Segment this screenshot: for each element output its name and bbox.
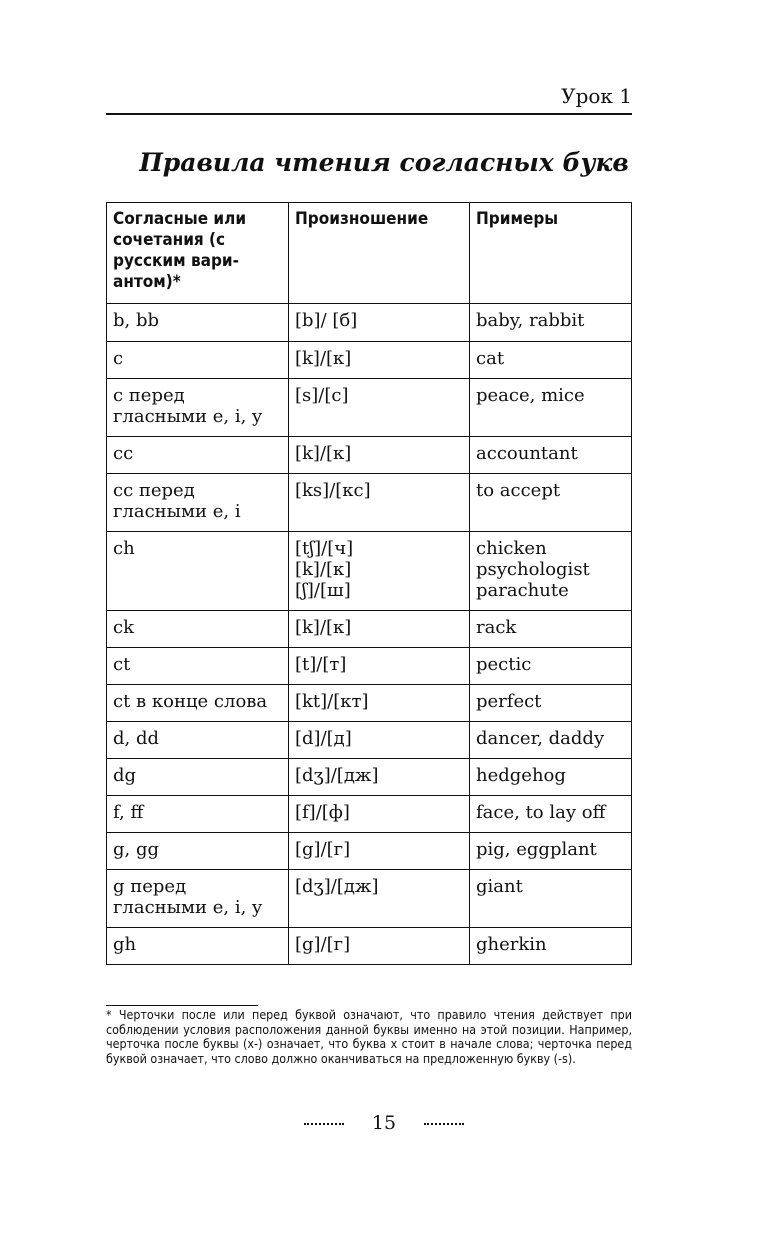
right-dots <box>424 1123 464 1125</box>
pronunciation-cell <box>289 685 470 722</box>
pronunciation-line: [dʒ]/[дж] <box>295 765 379 786</box>
pronunciation-line: [g]/[г] <box>295 934 351 955</box>
pronunciation-line: [g]/[г] <box>295 839 351 860</box>
pronunciation-cell <box>289 304 470 342</box>
example-line: accountant <box>476 443 578 464</box>
pronunciation-cell <box>289 796 470 833</box>
column-header-pronunciation: Произношение <box>289 203 470 304</box>
consonant-rules-table <box>106 202 632 965</box>
examples-cell <box>470 685 632 722</box>
table-row <box>107 304 632 342</box>
example-line: baby, rabbit <box>476 310 585 331</box>
examples-cell <box>470 870 632 928</box>
pronunciation-cell <box>289 870 470 928</box>
table-row <box>107 833 632 870</box>
table-row <box>107 342 632 379</box>
examples-cell <box>470 437 632 474</box>
pronunciation-cell <box>289 928 470 965</box>
letters-cell: gh <box>107 928 289 965</box>
pronunciation-line: [kt]/[кт] <box>295 691 369 712</box>
letters-cell: g перед гласными e, i, y <box>107 870 289 928</box>
example-line: dancer, daddy <box>476 728 605 749</box>
left-dots <box>304 1123 344 1125</box>
pronunciation-cell <box>289 342 470 379</box>
examples-cell <box>470 532 632 611</box>
footnote-rule <box>106 1005 258 1006</box>
examples-cell <box>470 342 632 379</box>
column-header-examples: Примеры <box>470 203 632 304</box>
example-line: rack <box>476 617 517 638</box>
example-line: cat <box>476 348 505 369</box>
example-line: giant <box>476 876 523 897</box>
letters-cell: c <box>107 342 289 379</box>
table-row <box>107 759 632 796</box>
table-row <box>107 611 632 648</box>
pronunciation-cell <box>289 379 470 437</box>
example-line: perfect <box>476 691 542 712</box>
pronunciation-cell <box>289 437 470 474</box>
pronunciation-line: [ʃ]/[ш] <box>295 580 351 601</box>
examples-cell <box>470 304 632 342</box>
table-row <box>107 722 632 759</box>
table-row <box>107 796 632 833</box>
column-header-letters: Согласные или сочетания (с русским вари-антом)* <box>107 203 289 304</box>
pronunciation-line: [t]/[т] <box>295 654 347 675</box>
letters-cell: g, gg <box>107 833 289 870</box>
pronunciation-cell <box>289 722 470 759</box>
pronunciation-line: [k]/[к] <box>295 348 352 369</box>
example-line: gherkin <box>476 934 547 955</box>
example-line: pig, eggplant <box>476 839 597 860</box>
pronunciation-cell <box>289 474 470 532</box>
pronunciation-cell <box>289 759 470 796</box>
examples-cell <box>470 611 632 648</box>
pronunciation-cell <box>289 611 470 648</box>
pronunciation-line: [ks]/[кс] <box>295 480 371 501</box>
example-line: face, to lay off <box>476 802 606 823</box>
pronunciation-line: [k]/[к] <box>295 443 352 464</box>
letters-cell: ch <box>107 532 289 611</box>
letters-cell: ct в конце слова <box>107 685 289 722</box>
table-row <box>107 474 632 532</box>
examples-cell <box>470 722 632 759</box>
table-row <box>107 437 632 474</box>
letters-cell: ct <box>107 648 289 685</box>
pronunciation-cell <box>289 532 470 611</box>
letters-cell: b, bb <box>107 304 289 342</box>
example-line: to accept <box>476 480 561 501</box>
page-number: 15 <box>371 1112 397 1134</box>
examples-cell <box>470 759 632 796</box>
page-title: Правила чтения согласных букв <box>139 148 629 177</box>
examples-cell <box>470 928 632 965</box>
pronunciation-line: [b]/ [б] <box>295 310 358 331</box>
letters-cell: cc <box>107 437 289 474</box>
table-row <box>107 379 632 437</box>
pronunciation-line: [k]/[к] <box>295 617 352 638</box>
letters-cell: d, dd <box>107 722 289 759</box>
table-row <box>107 532 632 611</box>
table-row <box>107 870 632 928</box>
letters-cell: c перед гласными e, i, y <box>107 379 289 437</box>
example-line: hedgehog <box>476 765 566 786</box>
letters-cell: cc перед гласными e, i <box>107 474 289 532</box>
example-line: pectic <box>476 654 532 675</box>
examples-cell <box>470 833 632 870</box>
example-line: chicken <box>476 538 547 559</box>
table-row <box>107 685 632 722</box>
pronunciation-line: [tʃ]/[ч] <box>295 538 354 559</box>
pronunciation-line: [f]/[ф] <box>295 802 350 823</box>
header-rule <box>106 113 632 115</box>
table-row <box>107 928 632 965</box>
examples-cell <box>470 796 632 833</box>
pronunciation-line: [d]/[д] <box>295 728 352 749</box>
pronunciation-line: [dʒ]/[дж] <box>295 876 379 897</box>
pronunciation-cell <box>289 648 470 685</box>
letters-cell: dg <box>107 759 289 796</box>
page-footer <box>0 1112 768 1134</box>
pronunciation-line: [s]/[с] <box>295 385 349 406</box>
examples-cell <box>470 648 632 685</box>
examples-cell <box>470 474 632 532</box>
example-line: parachute <box>476 580 569 601</box>
pronunciation-line: [k]/[к] <box>295 559 352 580</box>
lesson-label: Урок 1 <box>561 84 632 108</box>
example-line: peace, mice <box>476 385 585 406</box>
letters-cell: f, ff <box>107 796 289 833</box>
letters-cell: ck <box>107 611 289 648</box>
pronunciation-cell <box>289 833 470 870</box>
examples-cell <box>470 379 632 437</box>
example-line: psychologist <box>476 559 590 580</box>
footnote: * Черточки после или перед буквой означают, что правило чтения действует при соблюдении условия расположения данной буквы именно на этой позиции. Например, черточка после буквы (x-) означает, что буква x стоит в начале слова; черточка перед буквой означает, что слово должно оканчиваться на предложенную букву (-s). <box>106 1007 632 1066</box>
table-row <box>107 648 632 685</box>
